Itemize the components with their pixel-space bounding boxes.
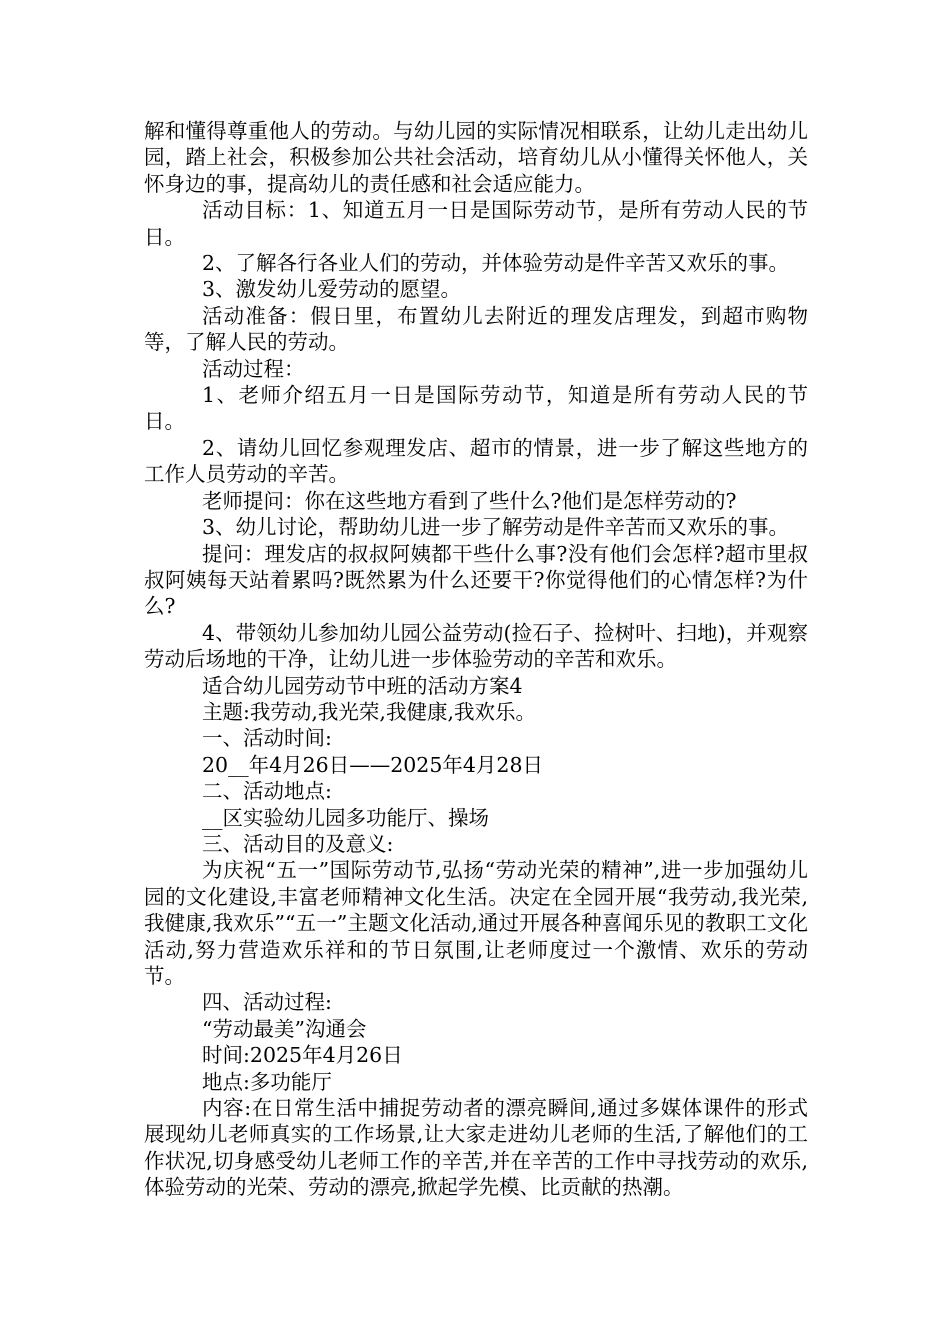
paragraph-7: 1、老师介绍五月一日是国际劳动节，知道是所有劳动人民的节日。 [144, 383, 808, 434]
paragraph-location: __区实验幼儿园多功能厅、操场 [202, 805, 489, 830]
paragraph-date-range: 20__年4月26日——2025年4月28日 [202, 752, 544, 777]
paragraph-5: 活动准备：假日里，布置幼儿去附近的理发店理发，到超市购物等，了解人民的劳动。 [144, 303, 808, 355]
paragraph-event-time: 时间:2025年4月26日 [202, 1043, 403, 1068]
paragraph-6: 活动过程： [202, 356, 305, 381]
paragraph-theme: 主题:我劳动,我光荣,我健康,我欢乐。 [202, 699, 536, 724]
paragraph-2: 活动目标：1、知道五月一日是国际劳动节，是所有劳动人民的节日。 [144, 198, 808, 249]
heading-activity-time: 一、活动时间: [202, 726, 332, 751]
paragraph-9: 老师提问：你在这些地方看到了些什么?他们是怎样劳动的? [202, 488, 737, 513]
paragraph-11: 提问：理发店的叔叔阿姨都干些什么事?没有他们会怎样?超市里叔叔阿姨每天站着累吗?既然累为什么还要干?你觉得他们的心情怎样?为什么? [144, 541, 808, 619]
paragraph-event-title: “劳动最美”沟通会 [202, 1016, 367, 1041]
paragraph-event-content: 内容:在日常生活中捕捉劳动者的漂亮瞬间,通过多媒体课件的形式展现幼儿老师真实的工作场景,让大家走进幼儿老师的生活,了解他们的工作状况,切身感受幼儿老师工作的辛苦,并在辛苦的工作中寻找劳动的欢乐,体验劳动的光荣、劳动的漂亮,掀起学先模、比贡献的热潮。 [144, 1096, 808, 1200]
paragraph-4: 3、激发幼儿爱劳动的愿望。 [202, 277, 462, 302]
heading-process: 四、活动过程: [202, 990, 332, 1015]
section-heading-plan-4: 适合幼儿园劳动节中班的活动方案4 [202, 673, 523, 698]
paragraph-event-location: 地点:多功能厅 [202, 1069, 332, 1094]
paragraph-10: 3、幼儿讨论，帮助幼儿进一步了解劳动是件辛苦而又欢乐的事。 [202, 515, 790, 540]
document-page [144, 118, 808, 1201]
paragraph-1: 解和懂得尊重他人的劳动。与幼儿园的实际情况相联系，让幼儿走出幼儿园，踏上社会，积极参加公共社会活动，培育幼儿从小懂得关怀他人，关怀身边的事，提高幼儿的责任感和社会适应能力。 [144, 119, 808, 196]
heading-purpose: 三、活动目的及意义: [202, 831, 394, 856]
paragraph-purpose: 为庆祝“五一”国际劳动节,弘扬“劳动光荣的精神”,进一步加强幼儿园的文化建设,丰富老师精神文化生活。决定在全园开展“我劳动,我光荣,我健康,我欢乐”“五一”主题文化活动,通过开展各种喜闻乐见的教职工文化活动,努力营造欢乐祥和的节日氛围,让老师度过一个激情、欢乐的劳动节。 [144, 858, 808, 988]
heading-activity-location: 二、活动地点: [202, 779, 332, 804]
paragraph-3: 2、了解各行各业人们的劳动，并体验劳动是件辛苦又欢乐的事。 [202, 251, 790, 276]
paragraph-12: 4、带领幼儿参加幼儿园公益劳动(捡石子、捡树叶、扫地)，并观察劳动后场地的干净，让幼儿进一步体验劳动的辛苦和欢乐。 [144, 620, 808, 672]
paragraph-8: 2、请幼儿回忆参观理发店、超市的情景，进一步了解这些地方的工作人员劳动的辛苦。 [144, 435, 808, 487]
